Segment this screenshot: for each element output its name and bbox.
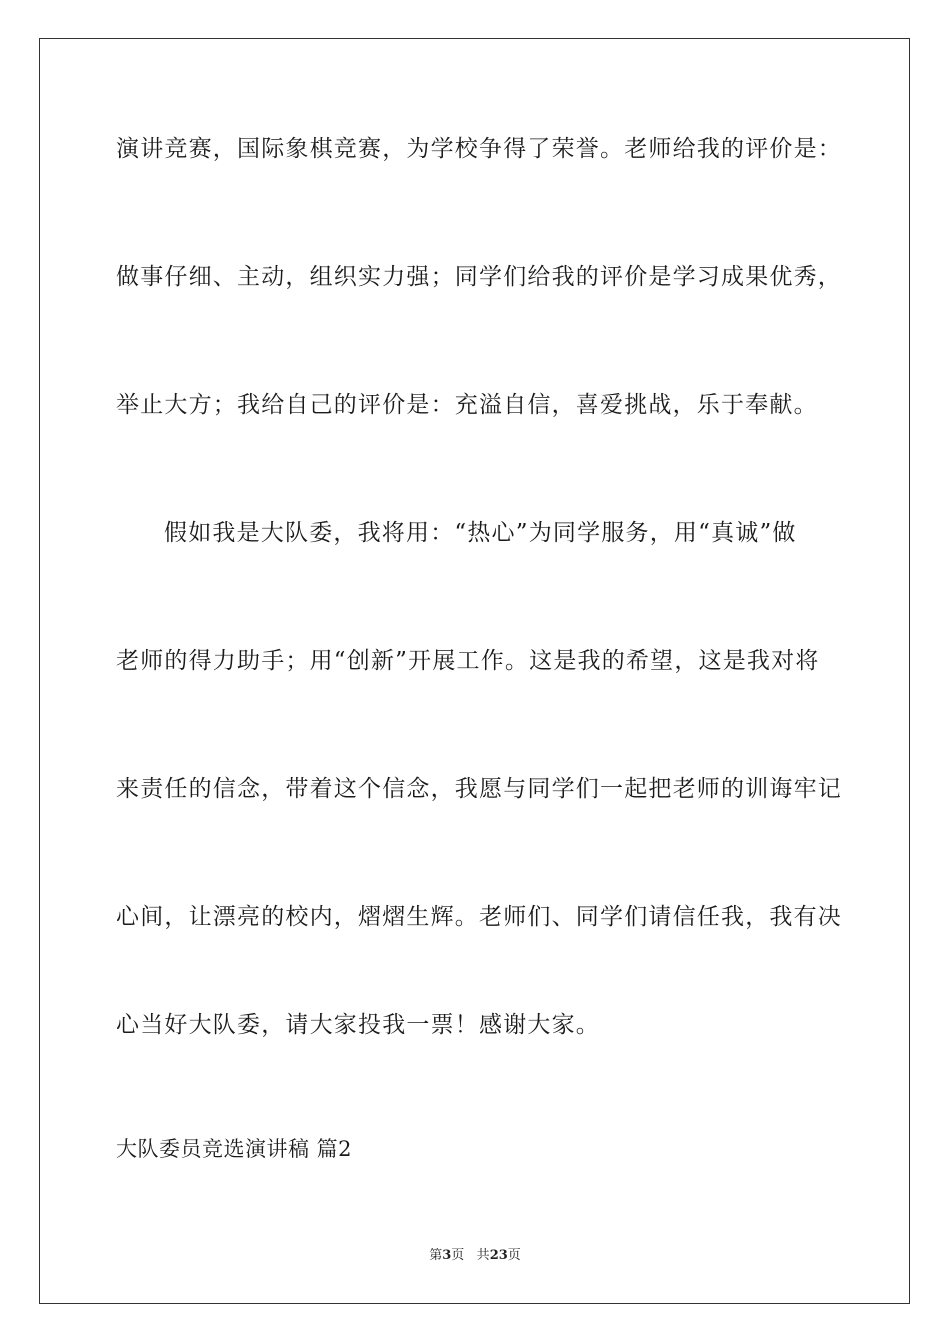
body-line-8: 心当好大队委，请大家投我一票！感谢大家。 bbox=[116, 1012, 600, 1038]
footer-total-unit: 页 bbox=[507, 1248, 521, 1263]
footer-prefix: 第 bbox=[429, 1248, 443, 1263]
body-line-2: 做事仔细、主动，组织实力强；同学们给我的评价是学习成果优秀， bbox=[116, 264, 842, 290]
body-line-5: 老师的得力助手；用“创新”开展工作。这是我的希望，这是我对将 bbox=[116, 648, 820, 674]
section-title: 大队委员竞选演讲稿 篇2 bbox=[116, 1137, 353, 1161]
body-line-1: 演讲竞赛，国际象棋竞赛，为学校争得了荣誉。老师给我的评价是： bbox=[116, 136, 842, 162]
footer-current-page: 3 bbox=[442, 1248, 452, 1263]
footer-total-prefix: 共 bbox=[476, 1248, 490, 1263]
body-line-7: 心间，让漂亮的校内，熠熠生辉。老师们、同学们请信任我，我有决 bbox=[116, 904, 842, 930]
body-line-6: 来责任的信念，带着这个信念，我愿与同学们一起把老师的训诲牢记 bbox=[116, 776, 842, 802]
body-line-4: 假如我是大队委，我将用：“热心”为同学服务，用“真诚”做 bbox=[164, 520, 797, 546]
footer-total-pages: 23 bbox=[489, 1248, 508, 1263]
footer-page-unit: 页 bbox=[451, 1248, 465, 1263]
page-footer bbox=[0, 1247, 950, 1265]
body-line-3: 举止大方；我给自己的评价是：充溢自信，喜爱挑战，乐于奉献。 bbox=[116, 392, 818, 418]
